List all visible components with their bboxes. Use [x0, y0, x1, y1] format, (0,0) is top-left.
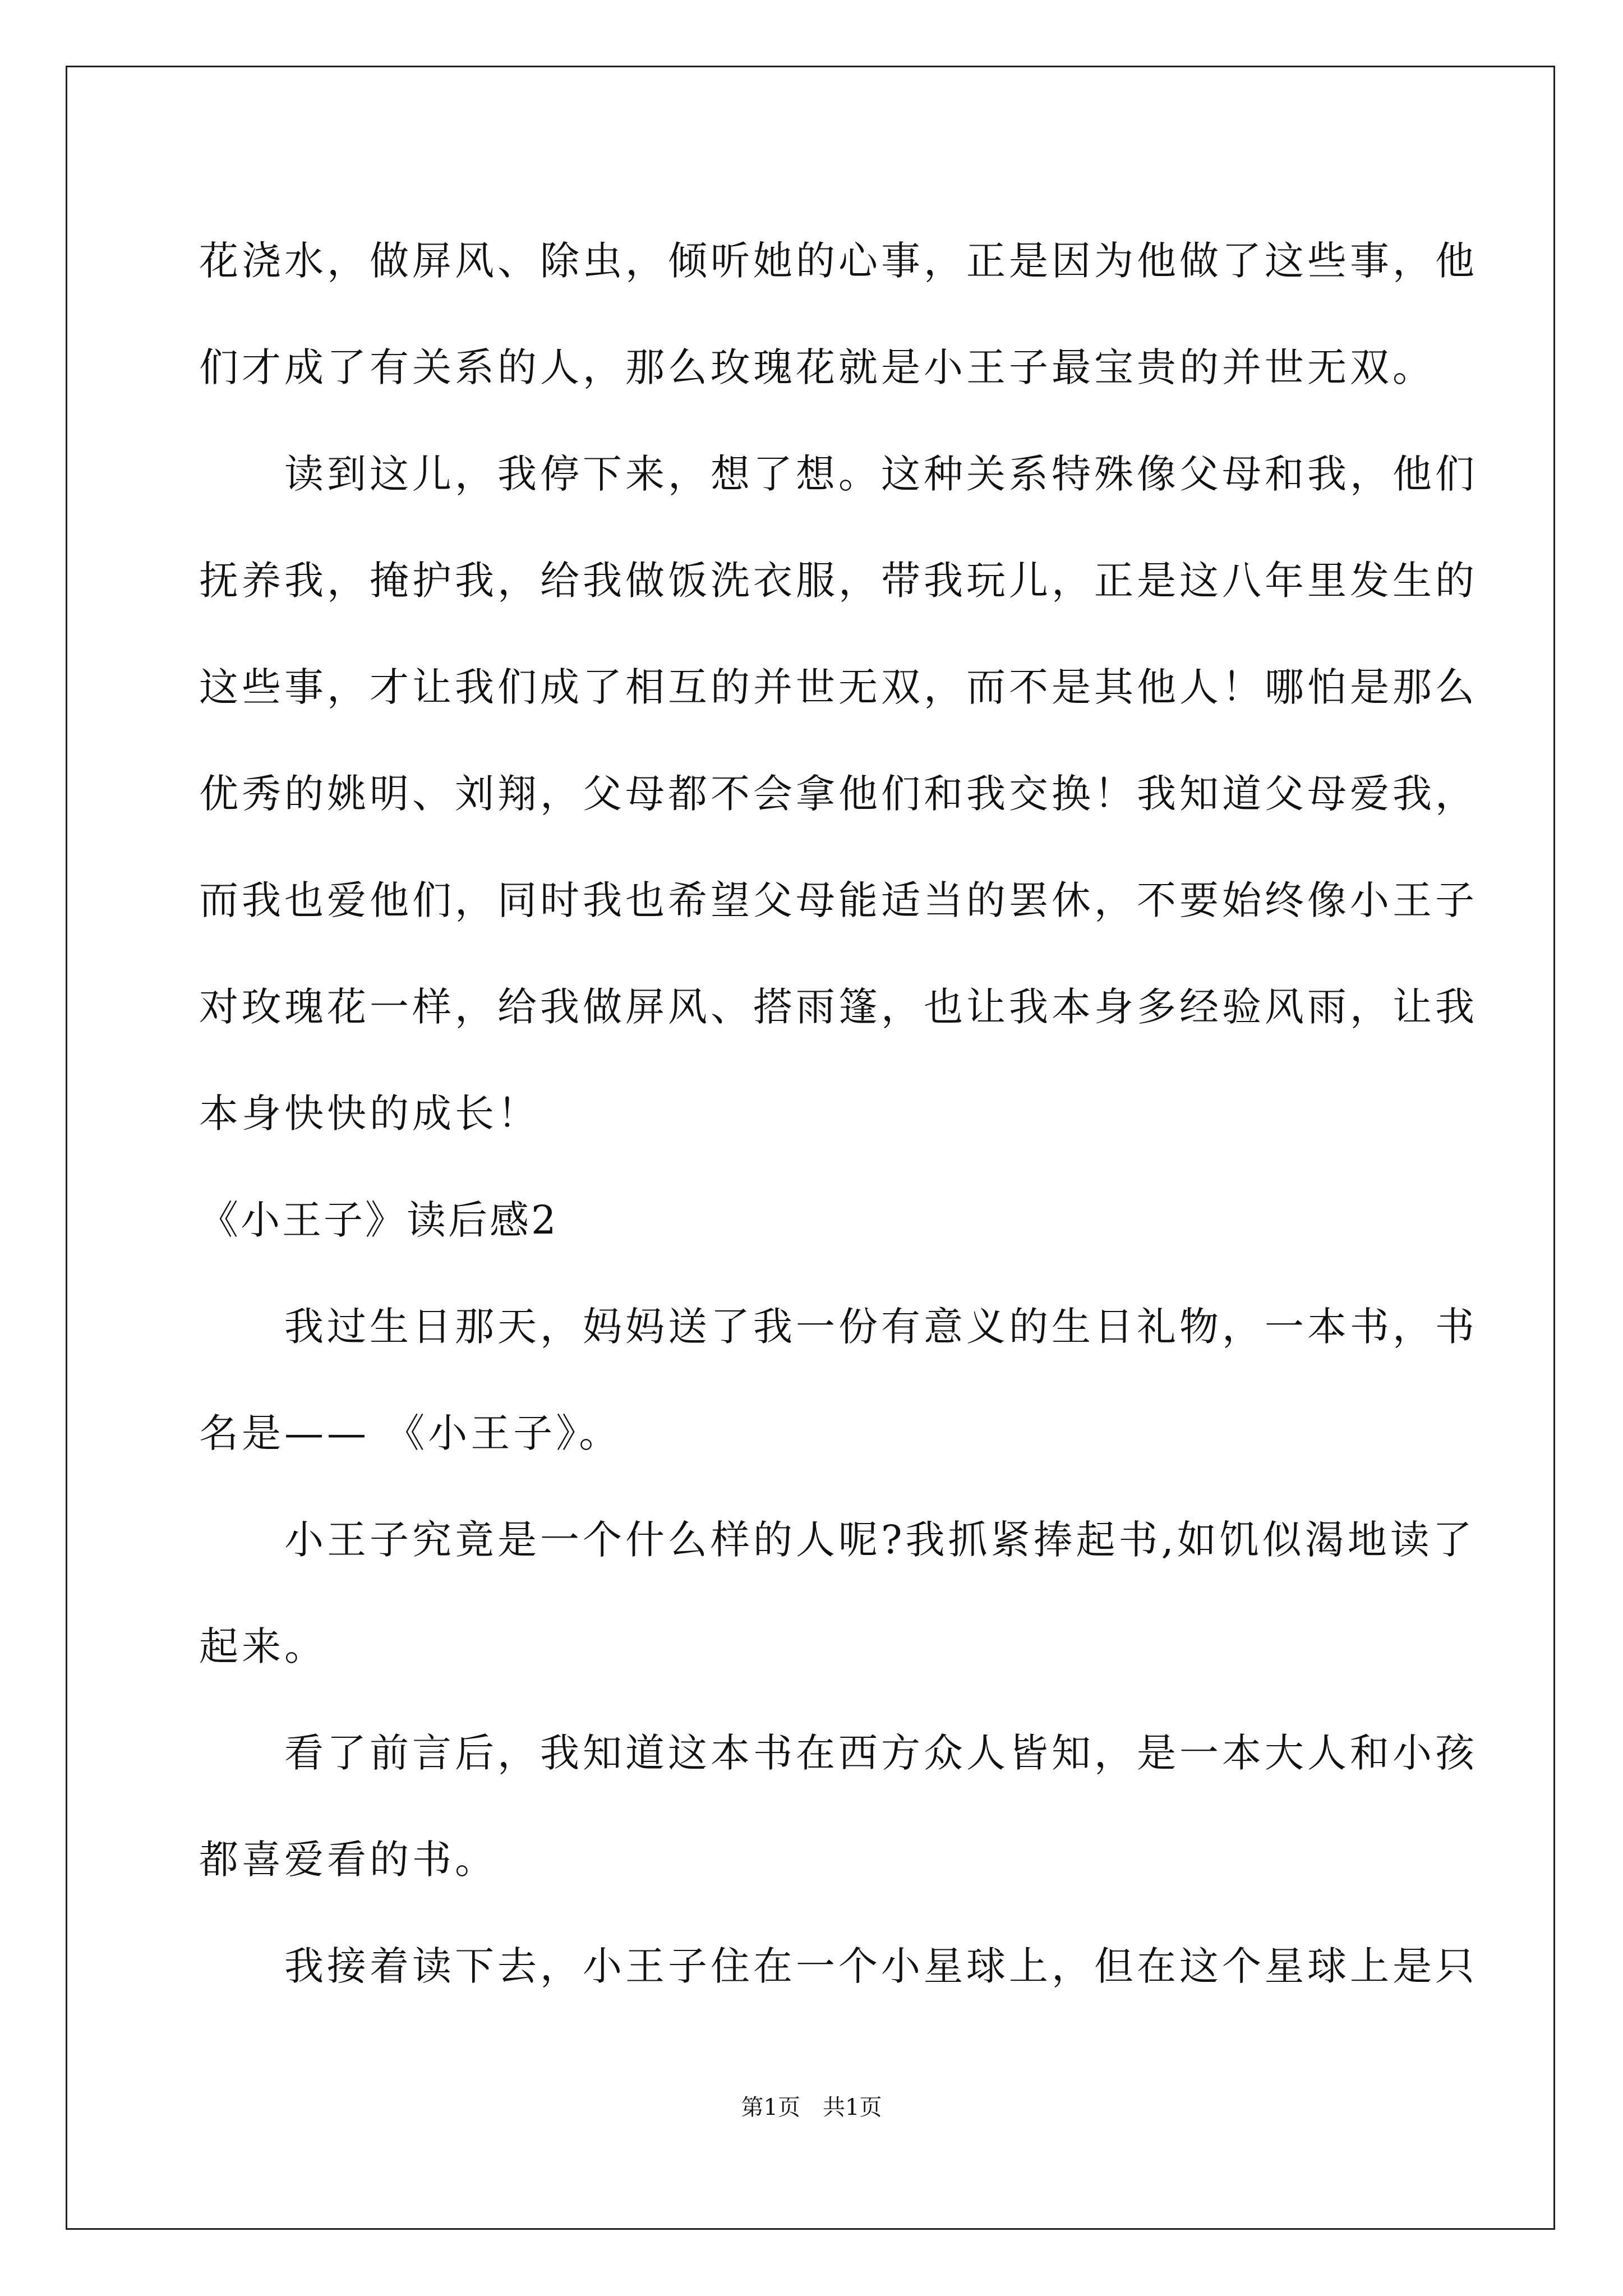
- text-line: 名是—— 《小王子》。: [199, 1410, 622, 1456]
- text-line: 对玫瑰花一样，给我做屏风、搭雨篷，也让我本身多经验风雨，让我: [199, 984, 1478, 1030]
- text-line: 我过生日那天，妈妈送了我一份有意义的生日礼物，一本书，书: [199, 1304, 1478, 1350]
- text-line: 读到这儿，我停下来，想了想。这种关系特殊像父母和我，他们: [199, 451, 1478, 497]
- text-line: 们才成了有关系的人，那么玫瑰花就是小王子最宝贵的并世无双。: [199, 344, 1435, 390]
- text-line: 优秀的姚明、刘翔，父母都不会拿他们和我交换！我知道父母爱我，: [199, 771, 1478, 817]
- document-body: [199, 208, 1478, 2019]
- text-line: 而我也爱他们，同时我也希望父母能适当的罢休，不要始终像小王子: [199, 877, 1478, 923]
- text-line: 本身快快的成长！: [199, 1091, 540, 1137]
- text-line: 抚养我，掩护我，给我做饭洗衣服，带我玩儿，正是这八年里发生的: [199, 558, 1478, 604]
- section-heading: 《小王子》读后感2: [199, 1197, 559, 1243]
- text-line: 起来。: [199, 1623, 327, 1669]
- text-line: 看了前言后，我知道这本书在西方众人皆知，是一本大人和小孩: [199, 1730, 1478, 1776]
- text-line: 都喜爱看的书。: [199, 1837, 497, 1883]
- text-line: 小王子究竟是一个什么样的人呢?我抓紧捧起书,如饥似渴地读了: [199, 1517, 1476, 1563]
- text-line: 这些事，才让我们成了相互的并世无双，而不是其他人！哪怕是那么: [199, 664, 1478, 710]
- page-number-footer: 第1页 共1页: [741, 2095, 882, 2120]
- text-line: 花浇水，做屏风、除虫，倾听她的心事，正是因为他做了这些事，他: [199, 238, 1478, 284]
- text-line: 我接着读下去，小王子住在一个小星球上，但在这个星球上是只: [199, 1943, 1478, 1989]
